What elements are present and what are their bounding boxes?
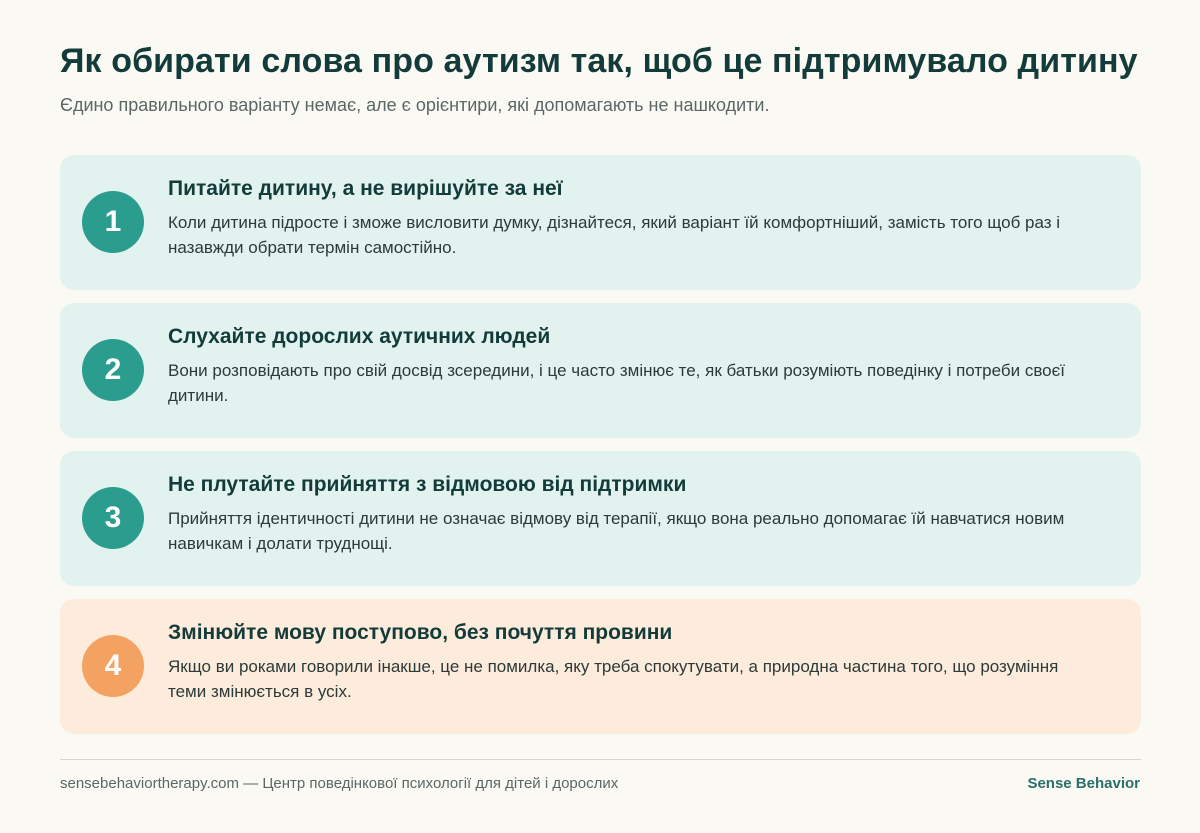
tip-number-badge: 1 <box>82 191 144 253</box>
page-title: Як обирати слова про аутизм так, щоб це підтримувало дитину <box>60 42 1138 80</box>
footer-source: sensebehaviortherapy.com — Центр поведінкової психології для дітей і дорослих <box>60 775 619 792</box>
tip-number-badge: 4 <box>82 635 144 697</box>
tip-title: Питайте дитину, а не вирішуйте за неї <box>168 177 563 200</box>
tip-card-1 <box>60 155 1141 290</box>
tip-title: Слухайте дорослих аутичних людей <box>168 325 551 348</box>
tip-text: Прийняття ідентичності дитини не означає відмову від терапії, якщо вона реально допомагає їй навчатися новим навичкам і долати труднощі. <box>168 509 1065 553</box>
tip-card-4 <box>60 599 1141 734</box>
tip-card-3 <box>60 451 1141 586</box>
tip-card-2 <box>60 303 1141 438</box>
tip-text: Вони розповідають про свій досвід зсередини, і це часто змінює те, як батьки розуміють поведінку і потреби своєї дитини. <box>168 361 1066 405</box>
tip-text: Якщо ви роками говорили інакше, це не помилка, яку треба спокутувати, а природна частина того, що розуміння теми змінюється в усіх. <box>168 657 1059 701</box>
tip-title: Не плутайте прийняття з відмовою від підтримки <box>168 473 687 496</box>
footer-brand: Sense Behavior <box>1027 775 1140 792</box>
tip-number-badge: 3 <box>82 487 144 549</box>
tip-title: Змінюйте мову поступово, без почуття провини <box>168 621 673 644</box>
tips-list <box>60 155 1141 747</box>
page-subtitle: Єдино правильного варіанту немає, але є орієнтири, які допомагають не нашкодити. <box>60 95 770 115</box>
tip-text: Коли дитина підросте і зможе висловити думку, дізнайтеся, який варіант їй комфортніший, замість того щоб раз і назавжди обрати термін самостійно. <box>168 213 1061 257</box>
footer-divider <box>60 759 1141 760</box>
tip-number-badge: 2 <box>82 339 144 401</box>
